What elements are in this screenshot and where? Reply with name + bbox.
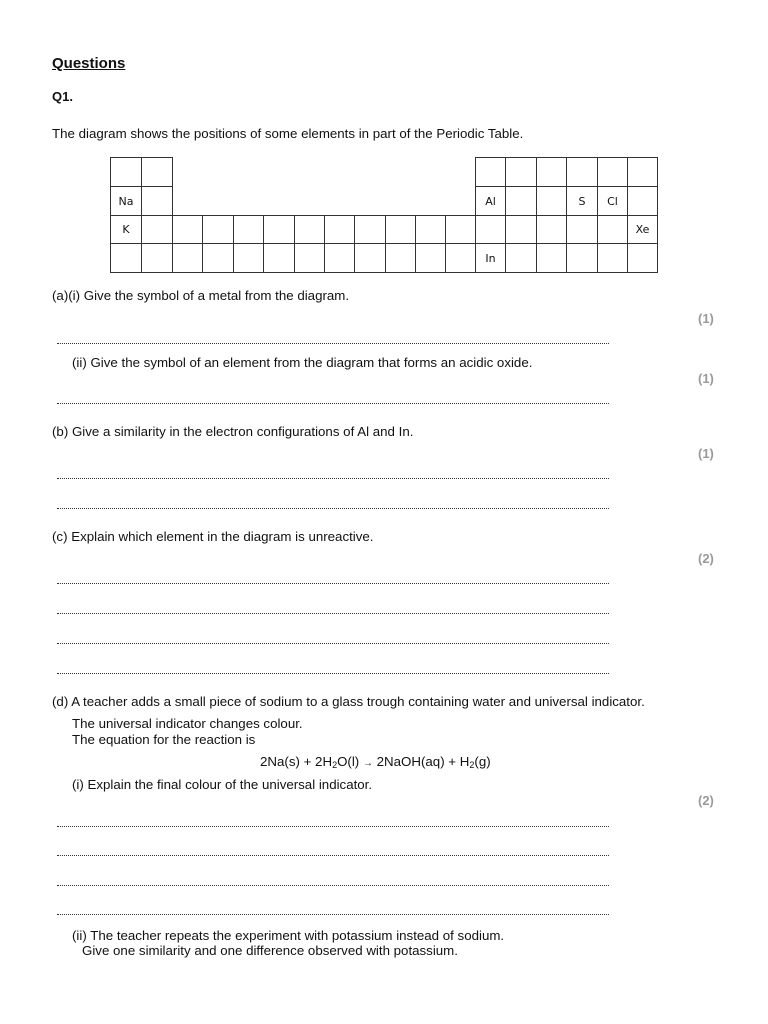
empty-table-cell xyxy=(627,243,658,273)
empty-table-cell xyxy=(597,215,628,244)
empty-table-cell xyxy=(141,243,173,273)
empty-table-cell xyxy=(354,215,386,244)
element-cell-xe: Xe xyxy=(627,215,658,244)
answer-line-a-i[interactable] xyxy=(57,343,609,344)
empty-table-cell xyxy=(233,243,264,273)
empty-table-cell xyxy=(505,243,537,273)
part-d-line2: The universal indicator changes colour. xyxy=(72,716,303,731)
element-cell-al: Al xyxy=(475,186,506,216)
answer-line-d-i-3[interactable] xyxy=(57,885,609,886)
page-heading: Questions xyxy=(52,55,126,72)
empty-table-cell xyxy=(505,186,537,216)
empty-table-cell xyxy=(263,243,295,273)
empty-table-cell xyxy=(475,157,506,187)
empty-table-cell xyxy=(324,243,355,273)
empty-table-cell xyxy=(141,186,173,216)
element-cell-s: S xyxy=(566,186,598,216)
empty-table-cell xyxy=(141,157,173,187)
empty-table-cell xyxy=(385,243,416,273)
part-d-line3: The equation for the reaction is xyxy=(72,732,256,747)
empty-table-cell xyxy=(536,243,567,273)
empty-table-cell xyxy=(385,215,416,244)
part-a-i-prompt: (a)(i) Give the symbol of a metal from the diagram. xyxy=(52,288,350,303)
empty-table-cell xyxy=(536,215,567,244)
empty-table-cell xyxy=(597,243,628,273)
answer-line-c-1[interactable] xyxy=(57,583,609,584)
answer-line-b-1[interactable] xyxy=(57,478,609,479)
answer-line-c-4[interactable] xyxy=(57,673,609,674)
empty-table-cell xyxy=(445,215,476,244)
element-cell-in: In xyxy=(475,243,506,273)
empty-table-cell xyxy=(627,157,658,187)
part-a-i-marks: (1) xyxy=(698,311,714,326)
empty-table-cell xyxy=(475,215,506,244)
empty-table-cell xyxy=(566,215,598,244)
element-cell-na: Na xyxy=(110,186,142,216)
question-intro: The diagram shows the positions of some elements in part of the Periodic Table. xyxy=(52,126,524,141)
empty-table-cell xyxy=(415,243,446,273)
empty-table-cell xyxy=(597,157,628,187)
part-b-prompt: (b) Give a similarity in the electron configurations of Al and In. xyxy=(52,424,414,439)
empty-table-cell xyxy=(202,215,234,244)
answer-line-d-i-4[interactable] xyxy=(57,914,609,915)
empty-table-cell xyxy=(172,243,203,273)
empty-table-cell xyxy=(233,215,264,244)
part-d-prompt: (d) A teacher adds a small piece of sodium to a glass trough containing water and universal indicator. xyxy=(52,694,645,709)
answer-line-d-i-1[interactable] xyxy=(57,826,609,827)
part-d-ii-prompt-line2: Give one similarity and one difference observed with potassium. xyxy=(82,943,458,958)
empty-table-cell xyxy=(354,243,386,273)
empty-table-cell xyxy=(172,215,203,244)
empty-table-cell xyxy=(566,243,598,273)
empty-table-cell xyxy=(202,243,234,273)
part-c-prompt: (c) Explain which element in the diagram is unreactive. xyxy=(52,529,374,544)
empty-table-cell xyxy=(505,215,537,244)
element-cell-cl: Cl xyxy=(597,186,628,216)
empty-table-cell xyxy=(566,157,598,187)
part-a-ii-prompt: (ii) Give the symbol of an element from the diagram that forms an acidic oxide. xyxy=(72,355,533,370)
part-d-ii-prompt: (ii) The teacher repeats the experiment with potassium instead of sodium. xyxy=(72,928,505,943)
question-number: Q1. xyxy=(52,89,73,104)
element-cell-k: K xyxy=(110,215,142,244)
answer-line-d-i-2[interactable] xyxy=(57,855,609,856)
answer-line-b-2[interactable] xyxy=(57,508,609,509)
empty-table-cell xyxy=(110,243,142,273)
empty-table-cell xyxy=(536,157,567,187)
empty-table-cell xyxy=(263,215,295,244)
part-c-marks: (2) xyxy=(698,551,714,566)
empty-table-cell xyxy=(324,215,355,244)
reaction-equation: $2Na(s) + 2H_2O(l)$ → 2NaOH(aq) + $H_2(g)$ xyxy=(260,754,491,770)
empty-table-cell xyxy=(627,186,658,216)
answer-line-c-3[interactable] xyxy=(57,643,609,644)
part-d-i-prompt: (i) Explain the final colour of the universal indicator. xyxy=(72,777,373,792)
empty-table-cell xyxy=(294,243,325,273)
part-b-marks: (1) xyxy=(698,446,714,461)
answer-line-a-ii[interactable] xyxy=(57,403,609,404)
empty-table-cell xyxy=(294,215,325,244)
empty-table-cell xyxy=(110,157,142,187)
empty-table-cell xyxy=(415,215,446,244)
empty-table-cell xyxy=(141,215,173,244)
part-d-i-marks: (2) xyxy=(698,793,714,808)
answer-line-c-2[interactable] xyxy=(57,613,609,614)
empty-table-cell xyxy=(505,157,537,187)
empty-table-cell xyxy=(536,186,567,216)
part-a-ii-marks: (1) xyxy=(698,371,714,386)
periodic-table-diagram xyxy=(0,0,768,290)
empty-table-cell xyxy=(445,243,476,273)
